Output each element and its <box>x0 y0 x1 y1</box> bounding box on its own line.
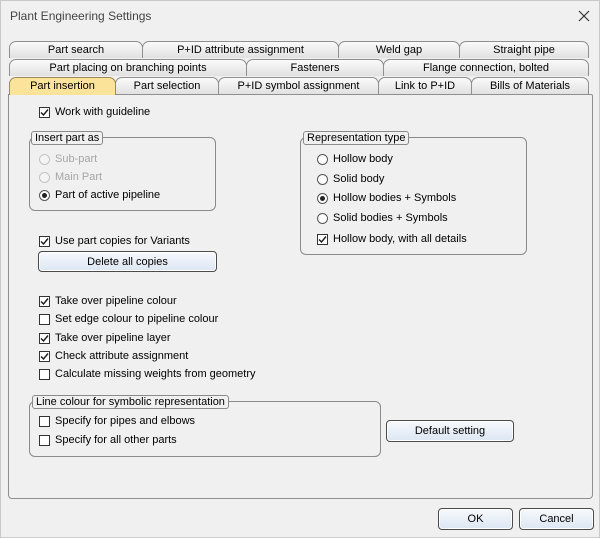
hollow-body-all-details-label: Hollow body, with all details <box>333 233 467 245</box>
checkmark-icon <box>40 108 49 117</box>
close-button[interactable] <box>573 5 595 27</box>
tab-fasteners[interactable]: Fasteners <box>246 59 384 76</box>
solid-body-radio[interactable] <box>317 173 384 185</box>
tab-part-selection[interactable]: Part selection <box>115 77 219 94</box>
line-colour-group <box>29 401 381 457</box>
hollow-body-radio[interactable] <box>317 153 393 165</box>
representation-type-title: Representation type <box>303 131 409 145</box>
hollow-body-all-details-checkbox[interactable] <box>317 233 467 245</box>
calculate-missing-weights-label: Calculate missing weights from geometry <box>55 368 256 380</box>
tab-pid-symbol-assignment[interactable]: P+ID symbol assignment <box>218 77 379 94</box>
sub-part-radio[interactable] <box>39 153 97 165</box>
tab-part-search[interactable]: Part search <box>9 41 143 58</box>
take-over-pipeline-layer-checkbox[interactable] <box>39 332 171 344</box>
radio-dot-icon <box>42 193 47 198</box>
tab-pid-attribute-assignment[interactable]: P+ID attribute assignment <box>142 41 339 58</box>
take-over-pipeline-colour-label: Take over pipeline colour <box>55 295 177 307</box>
part-of-active-pipeline-radio[interactable] <box>39 189 160 201</box>
use-part-copies-label: Use part copies for Variants <box>55 235 190 247</box>
radio-dot-icon <box>320 196 325 201</box>
main-part-radio[interactable] <box>39 171 102 183</box>
work-with-guideline-checkbox[interactable] <box>39 106 150 118</box>
delete-all-copies-button[interactable]: Delete all copies <box>38 251 217 272</box>
calculate-missing-weights-checkbox[interactable] <box>39 368 256 380</box>
check-attribute-assignment-checkbox[interactable] <box>39 350 188 362</box>
take-over-pipeline-colour-checkbox[interactable] <box>39 295 177 307</box>
tab-straight-pipe[interactable]: Straight pipe <box>459 41 589 58</box>
default-setting-button[interactable]: Default setting <box>386 420 514 442</box>
specify-pipes-elbows-label: Specify for pipes and elbows <box>55 415 196 427</box>
tab-flange-connection-bolted[interactable]: Flange connection, bolted <box>383 59 589 76</box>
checkmark-icon <box>40 237 49 246</box>
cancel-button[interactable]: Cancel <box>519 508 594 530</box>
solid-bodies-symbols-label: Solid bodies + Symbols <box>333 212 448 224</box>
specify-pipes-elbows-checkbox[interactable] <box>39 415 195 427</box>
solid-body-label: Solid body <box>333 173 385 185</box>
solid-bodies-symbols-radio[interactable] <box>317 212 448 224</box>
checkmark-icon <box>40 352 49 361</box>
take-over-pipeline-layer-label: Take over pipeline layer <box>55 332 171 344</box>
tab-link-to-pid[interactable]: Link to P+ID <box>378 77 472 94</box>
part-of-active-pipeline-label: Part of active pipeline <box>55 189 161 201</box>
checkmark-icon <box>40 297 49 306</box>
specify-other-parts-checkbox[interactable] <box>39 434 177 446</box>
tab-weld-gap[interactable]: Weld gap <box>338 41 460 58</box>
set-edge-colour-label: Set edge colour to pipeline colour <box>55 313 219 325</box>
sub-part-label: Sub-part <box>55 153 98 165</box>
checkmark-icon <box>40 334 49 343</box>
tab-part-insertion[interactable]: Part insertion <box>9 77 116 95</box>
main-part-label: Main Part <box>55 171 103 183</box>
set-edge-colour-checkbox[interactable] <box>39 313 218 325</box>
work-with-guideline-label: Work with guideline <box>55 106 151 118</box>
hollow-bodies-symbols-label: Hollow bodies + Symbols <box>333 192 457 204</box>
window-title: Plant Engineering Settings <box>10 9 152 23</box>
insert-part-as-title: Insert part as <box>31 131 103 145</box>
checkmark-icon <box>318 235 327 244</box>
close-icon <box>578 10 590 22</box>
line-colour-title: Line colour for symbolic representation <box>32 395 229 409</box>
hollow-bodies-symbols-radio[interactable] <box>317 192 456 204</box>
tab-part-placing-branching[interactable]: Part placing on branching points <box>9 59 247 76</box>
hollow-body-label: Hollow body <box>333 153 393 165</box>
tab-bills-of-materials[interactable]: Bills of Materials <box>471 77 589 94</box>
use-part-copies-checkbox[interactable] <box>39 235 190 247</box>
check-attribute-assignment-label: Check attribute assignment <box>55 350 189 362</box>
specify-other-parts-label: Specify for all other parts <box>55 434 177 446</box>
ok-button[interactable]: OK <box>438 508 513 530</box>
